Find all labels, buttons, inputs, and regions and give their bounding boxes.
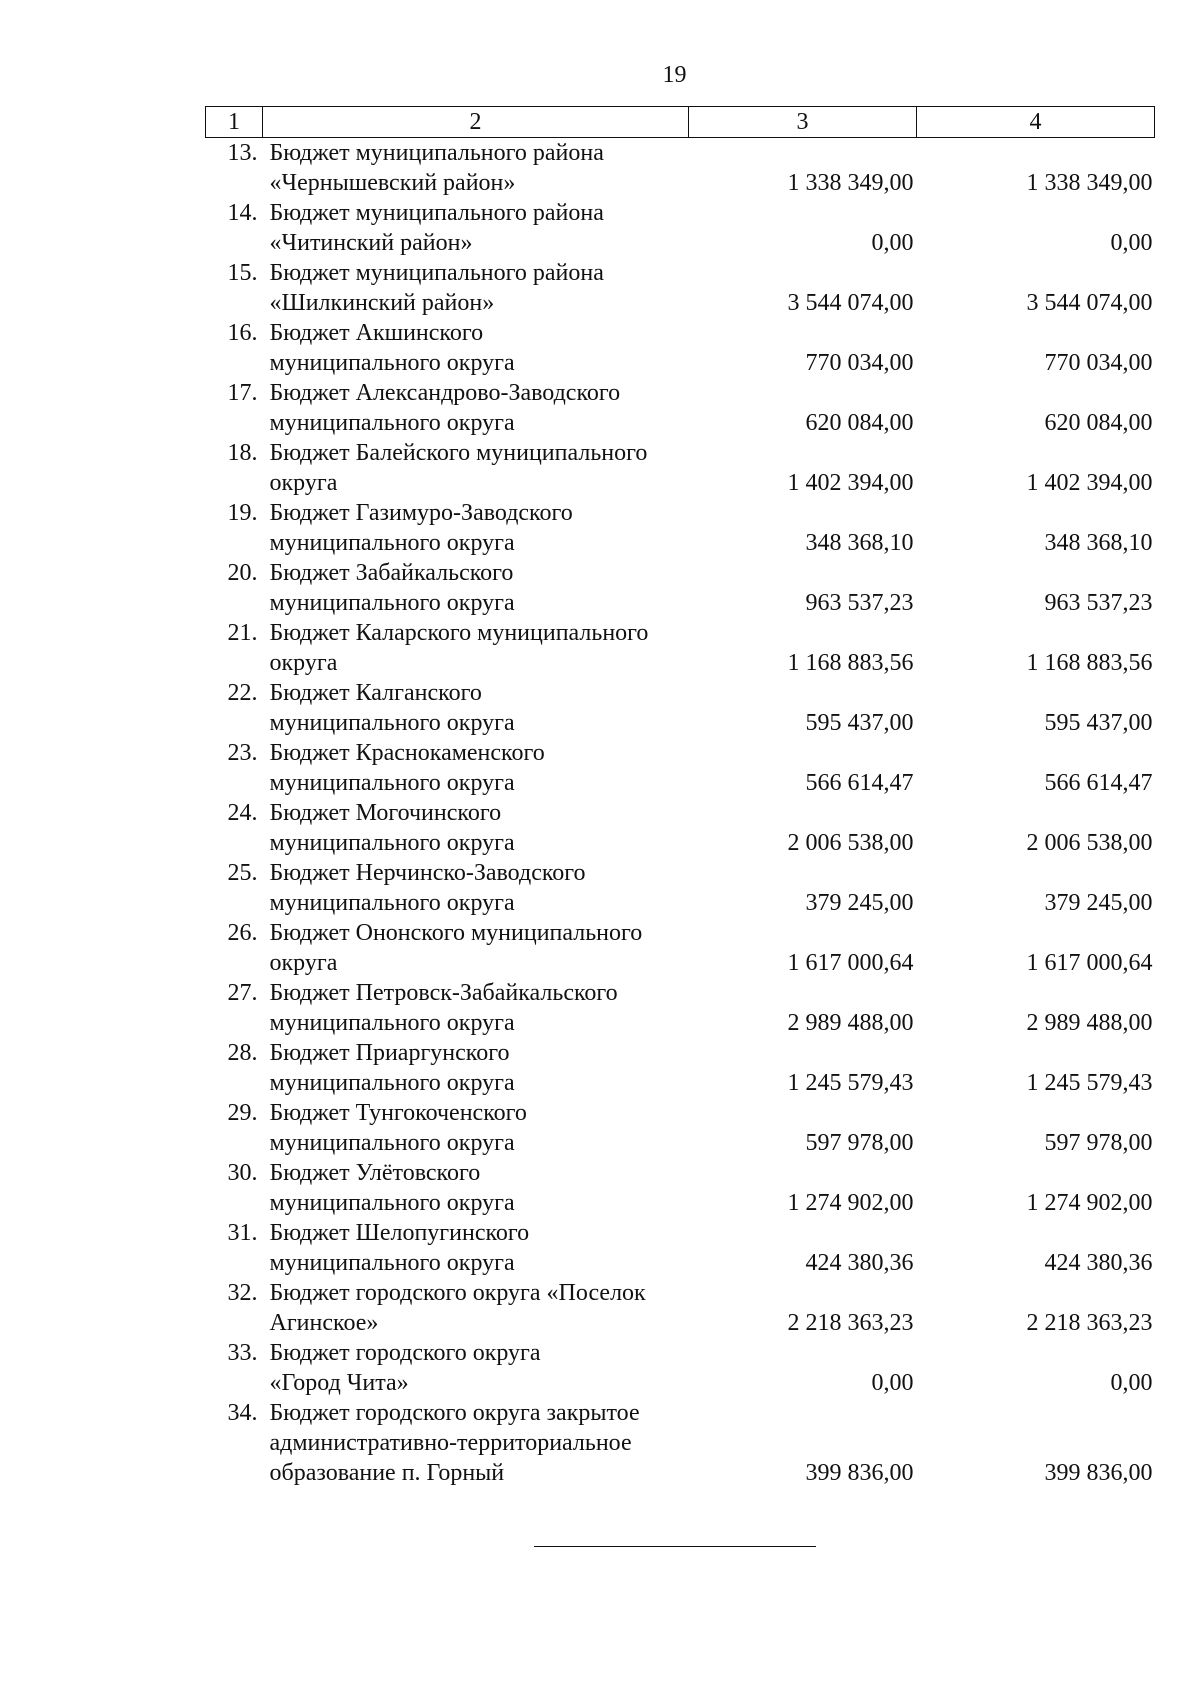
row-number: 26. [227, 920, 258, 946]
table-row [206, 738, 1155, 798]
budget-name-line: муниципального округа [269, 890, 515, 916]
table-row [206, 378, 1155, 438]
row-number: 28. [227, 1040, 258, 1066]
table-row [206, 1038, 1155, 1098]
budget-name-line: Агинское» [269, 1310, 379, 1336]
row-number: 30. [227, 1160, 258, 1186]
table-row [206, 198, 1155, 258]
budget-name-line: округа [269, 470, 338, 496]
amount-col-3: 1 245 579,43 [787, 1070, 914, 1096]
table-row [206, 678, 1155, 738]
budget-name-line: Бюджет Краснокаменского [269, 740, 545, 766]
table-row [206, 918, 1155, 978]
budget-name-line: административно-территориальное [269, 1430, 632, 1456]
table-row [206, 798, 1155, 858]
budget-name [263, 738, 689, 798]
budget-table [205, 106, 1155, 1488]
amount-col-3: 2 006 538,00 [787, 830, 914, 856]
budget-name-line: «Город Чита» [269, 1370, 409, 1396]
amount-col-3: 566 614,47 [805, 770, 914, 796]
budget-name-line: Бюджет Тунгокоченского [269, 1100, 527, 1126]
amount-col-4: 424 380,36 [1044, 1250, 1153, 1276]
amount-col-4: 566 614,47 [1044, 770, 1153, 796]
budget-name [263, 918, 689, 978]
amount-col-4: 1 274 902,00 [1026, 1190, 1153, 1216]
budget-name-line: Бюджет Акшинского [269, 320, 484, 346]
budget-name-line: муниципального округа [269, 1190, 515, 1216]
budget-name [263, 258, 689, 318]
amount-col-3: 0,00 [871, 1370, 914, 1396]
budget-name-line: Бюджет муниципального района [269, 140, 604, 166]
amount-col-4: 399 836,00 [1044, 1460, 1153, 1486]
amount-col-3: 1 617 000,64 [787, 950, 914, 976]
amount-col-4: 1 402 394,00 [1026, 470, 1153, 496]
budget-name-line: Бюджет Газимуро-Заводского [269, 500, 573, 526]
budget-name-line: округа [269, 650, 338, 676]
budget-name [263, 1218, 689, 1278]
row-number: 15. [227, 260, 258, 286]
budget-name-line: муниципального округа [269, 350, 515, 376]
budget-name [263, 318, 689, 378]
budget-name-line: Бюджет Нерчинско-Заводского [269, 860, 586, 886]
row-number: 25. [227, 860, 258, 886]
amount-col-3: 3 544 074,00 [787, 290, 914, 316]
amount-col-4: 2 218 363,23 [1026, 1310, 1153, 1336]
budget-name [263, 1338, 689, 1398]
budget-name-line: Бюджет Балейского муниципального [269, 440, 648, 466]
budget-name [263, 1398, 689, 1488]
amount-col-3: 963 537,23 [805, 590, 914, 616]
table-row [206, 138, 1155, 199]
table-row [206, 1398, 1155, 1488]
budget-name-line: Бюджет Каларского муниципального [269, 620, 649, 646]
budget-name [263, 378, 689, 438]
table-row [206, 1158, 1155, 1218]
table-row [206, 1278, 1155, 1338]
budget-name-line: Бюджет Приаргунского [269, 1040, 510, 1066]
row-number: 34. [227, 1400, 258, 1426]
table-row [206, 1098, 1155, 1158]
budget-name-line: Бюджет Александрово-Заводского [269, 380, 621, 406]
budget-name [263, 438, 689, 498]
amount-col-4: 1 338 349,00 [1026, 170, 1153, 196]
table-header [206, 107, 1155, 138]
amount-col-3: 1 274 902,00 [787, 1190, 914, 1216]
row-number: 32. [227, 1280, 258, 1306]
budget-name-line: Бюджет Ононского муниципального [269, 920, 643, 946]
budget-name [263, 678, 689, 738]
budget-name-line: Бюджет муниципального района [269, 200, 604, 226]
table-row [206, 618, 1155, 678]
row-number: 29. [227, 1100, 258, 1126]
row-number: 20. [227, 560, 258, 586]
row-number: 33. [227, 1340, 258, 1366]
row-number: 31. [227, 1220, 258, 1246]
budget-name [263, 498, 689, 558]
amount-col-3: 0,00 [871, 230, 914, 256]
budget-name [263, 1038, 689, 1098]
amount-col-4: 1 168 883,56 [1026, 650, 1153, 676]
amount-col-3: 379 245,00 [805, 890, 914, 916]
table-body [206, 138, 1155, 1489]
header-col-2: 2 [263, 107, 689, 138]
budget-name-line: Бюджет Петровск-Забайкальского [269, 980, 618, 1006]
row-number: 13. [227, 140, 258, 166]
amount-col-4: 770 034,00 [1044, 350, 1153, 376]
budget-name-line: Бюджет муниципального района [269, 260, 604, 286]
amount-col-3: 2 989 488,00 [787, 1010, 914, 1036]
header-col-1: 1 [206, 107, 263, 138]
budget-name-line: муниципального округа [269, 1070, 515, 1096]
row-number: 19. [227, 500, 258, 526]
row-number: 21. [227, 620, 258, 646]
budget-name-line: муниципального округа [269, 410, 515, 436]
amount-col-3: 424 380,36 [805, 1250, 914, 1276]
row-number: 23. [227, 740, 258, 766]
amount-col-3: 595 437,00 [805, 710, 914, 736]
table-row [206, 858, 1155, 918]
amount-col-3: 1 338 349,00 [787, 170, 914, 196]
row-number: 27. [227, 980, 258, 1006]
amount-col-4: 2 006 538,00 [1026, 830, 1153, 856]
amount-col-4: 595 437,00 [1044, 710, 1153, 736]
header-col-3: 3 [689, 107, 917, 138]
budget-name-line: Бюджет Могочинского [269, 800, 502, 826]
budget-name-line: Бюджет Шелопугинского [269, 1220, 530, 1246]
budget-name-line: Бюджет Забайкальского [269, 560, 514, 586]
amount-col-4: 379 245,00 [1044, 890, 1153, 916]
table-row [206, 498, 1155, 558]
table-row [206, 978, 1155, 1038]
budget-name [263, 558, 689, 618]
amount-col-3: 770 034,00 [805, 350, 914, 376]
header-col-4: 4 [917, 107, 1155, 138]
amount-col-3: 620 084,00 [805, 410, 914, 436]
table-row [206, 438, 1155, 498]
amount-col-4: 2 989 488,00 [1026, 1010, 1153, 1036]
budget-name [263, 1278, 689, 1338]
bottom-rule [534, 1546, 816, 1547]
budget-name-line: муниципального округа [269, 1250, 515, 1276]
amount-col-3: 1 168 883,56 [787, 650, 914, 676]
header-row [206, 107, 1155, 138]
budget-name [263, 1098, 689, 1158]
budget-name-line: Бюджет Калганского [269, 680, 482, 706]
budget-name [263, 198, 689, 258]
amount-col-3: 399 836,00 [805, 1460, 914, 1486]
budget-name-line: округа [269, 950, 338, 976]
table-row [206, 318, 1155, 378]
amount-col-3: 597 978,00 [805, 1130, 914, 1156]
budget-name-line: «Читинский район» [269, 230, 473, 256]
budget-name-line: Бюджет городского округа закрытое [269, 1400, 640, 1426]
table-row [206, 1218, 1155, 1278]
budget-name-line: Бюджет городского округа [269, 1340, 541, 1366]
page-number: 19 [662, 62, 687, 88]
table-row [206, 258, 1155, 318]
budget-name [263, 798, 689, 858]
amount-col-3: 348 368,10 [805, 530, 914, 556]
budget-name [263, 858, 689, 918]
budget-name-line: «Чернышевский район» [269, 170, 516, 196]
amount-col-4: 3 544 074,00 [1026, 290, 1153, 316]
budget-name [263, 618, 689, 678]
row-number: 24. [227, 800, 258, 826]
row-number: 16. [227, 320, 258, 346]
row-number: 18. [227, 440, 258, 466]
budget-name-line: «Шилкинский район» [269, 290, 495, 316]
budget-name-line: муниципального округа [269, 1010, 515, 1036]
budget-name-line: муниципального округа [269, 770, 515, 796]
amount-col-4: 348 368,10 [1044, 530, 1153, 556]
amount-col-4: 597 978,00 [1044, 1130, 1153, 1156]
amount-col-4: 0,00 [1110, 230, 1153, 256]
row-number: 17. [227, 380, 258, 406]
budget-name [263, 978, 689, 1038]
amount-col-4: 963 537,23 [1044, 590, 1153, 616]
row-number: 22. [227, 680, 258, 706]
table-row [206, 1338, 1155, 1398]
budget-name [263, 1158, 689, 1218]
amount-col-3: 1 402 394,00 [787, 470, 914, 496]
budget-name-line: образование п. Горный [269, 1460, 505, 1486]
budget-name-line: муниципального округа [269, 710, 515, 736]
amount-col-4: 1 245 579,43 [1026, 1070, 1153, 1096]
budget-name-line: муниципального округа [269, 1130, 515, 1156]
table-row [206, 558, 1155, 618]
amount-col-3: 2 218 363,23 [787, 1310, 914, 1336]
amount-col-4: 0,00 [1110, 1370, 1153, 1396]
budget-name-line: Бюджет Улётовского [269, 1160, 481, 1186]
budget-name-line: муниципального округа [269, 830, 515, 856]
amount-col-4: 1 617 000,64 [1026, 950, 1153, 976]
budget-name [263, 138, 689, 199]
budget-name-line: Бюджет городского округа «Поселок [269, 1280, 646, 1306]
row-number: 14. [227, 200, 258, 226]
budget-name-line: муниципального округа [269, 590, 515, 616]
budget-name-line: муниципального округа [269, 530, 515, 556]
amount-col-4: 620 084,00 [1044, 410, 1153, 436]
